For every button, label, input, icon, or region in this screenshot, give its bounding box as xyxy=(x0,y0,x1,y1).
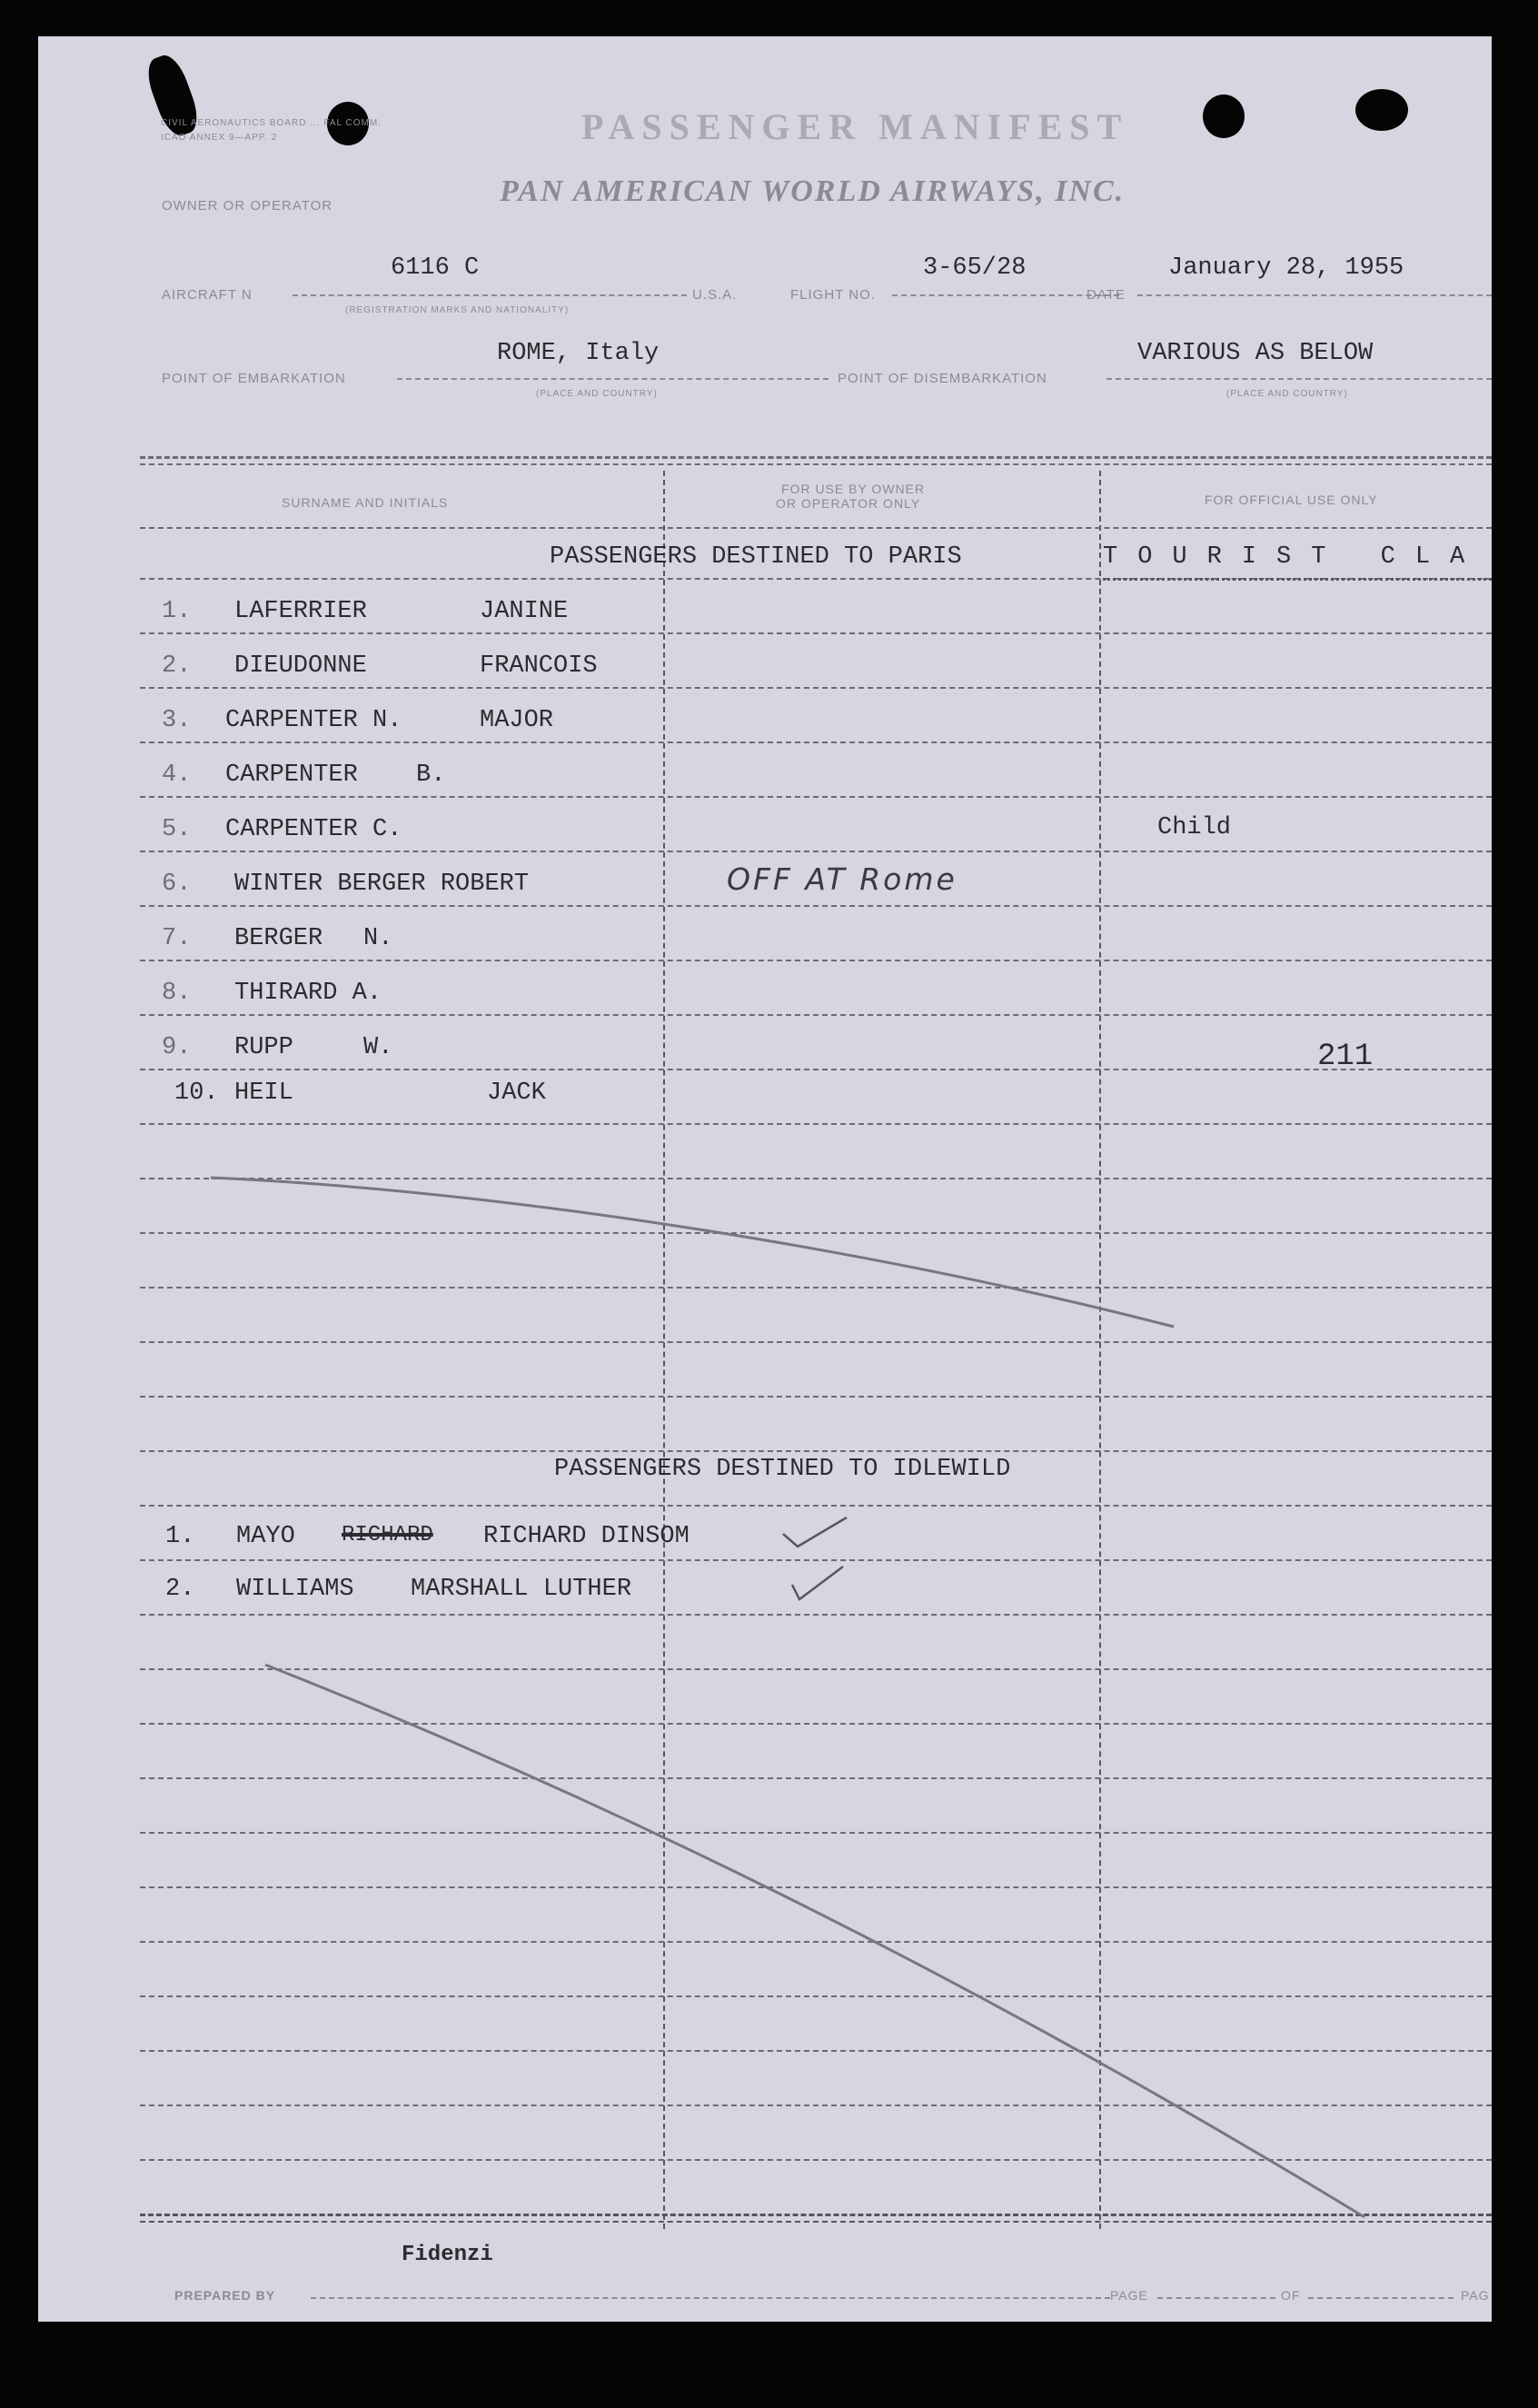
official-note: Child xyxy=(1157,814,1232,841)
passenger-given-name: JACK xyxy=(487,1080,546,1107)
column-owner-header-2: OR OPERATOR ONLY xyxy=(776,496,921,511)
official-note: 211 xyxy=(1317,1040,1374,1074)
embarkation-label: POINT OF EMBARKATION xyxy=(162,371,346,386)
disembarkation-value: VARIOUS AS BELOW xyxy=(1137,340,1374,367)
list-item: 2. xyxy=(162,652,192,680)
disembarkation-sub-label: (PLACE AND COUNTRY) xyxy=(1226,389,1348,399)
list-item: 1. xyxy=(162,598,192,625)
owner-handwritten-note: OFF AT Rome xyxy=(727,861,958,897)
list-item: 7. xyxy=(162,925,192,952)
passenger-given-name: RICHARD DINSOM xyxy=(483,1523,690,1550)
cancel-slash-upper xyxy=(38,36,1492,2322)
passenger-surname: DIEUDONNE xyxy=(234,652,367,680)
date-label: DATE xyxy=(1087,287,1126,303)
aircraft-number: 6116 C xyxy=(391,254,480,282)
passenger-given-name: MAJOR xyxy=(480,707,554,734)
form-reference-1: CIVIL AERONAUTICS BOARD ... FAL COMM. xyxy=(161,118,382,128)
passenger-surname: CARPENTER C. xyxy=(225,816,402,843)
flight-number: 3-65/28 xyxy=(923,254,1027,282)
aircraft-country: U.S.A. xyxy=(692,287,738,303)
form-reference-2: ICAO ANNEX 9—APP. 2 xyxy=(161,133,278,143)
list-item: 10. xyxy=(174,1080,219,1107)
prepared-by-label: PREPARED BY xyxy=(174,2288,276,2303)
column-owner-header-1: FOR USE BY OWNER xyxy=(781,482,926,496)
idlewild-section-heading: PASSENGERS DESTINED TO IDLEWILD xyxy=(554,1456,1011,1483)
pages-label: PAG xyxy=(1461,2288,1490,2303)
passenger-surname: RUPP xyxy=(234,1034,293,1061)
aircraft-label: AIRCRAFT N xyxy=(162,287,253,303)
column-official-header: FOR OFFICIAL USE ONLY xyxy=(1205,493,1378,507)
passenger-surname: LAFERRIER xyxy=(234,598,367,625)
passenger-surname: MAYO xyxy=(236,1523,295,1550)
aircraft-sub-label: (REGISTRATION MARKS AND NATIONALITY) xyxy=(345,305,570,315)
of-label: OF xyxy=(1281,2288,1301,2303)
preparer-name: Fidenzi xyxy=(402,2243,493,2267)
passenger-given-name: B. xyxy=(416,761,446,789)
passenger-surname: CARPENTER N. xyxy=(225,707,402,734)
passenger-surname: THIRARD A. xyxy=(234,980,382,1007)
list-item: 4. xyxy=(162,761,192,789)
passenger-surname: WINTER BERGER ROBERT xyxy=(234,871,530,898)
list-item: 3. xyxy=(162,707,192,734)
manifest-page xyxy=(38,36,1492,2322)
passenger-given-name: N. xyxy=(363,925,393,952)
passenger-surname: BERGER xyxy=(234,925,323,952)
list-item: 8. xyxy=(162,980,192,1007)
owner-label: OWNER OR OPERATOR xyxy=(162,198,333,214)
column-surname-header: SURNAME AND INITIALS xyxy=(282,495,449,510)
paris-section-heading: PASSENGERS DESTINED TO PARIS xyxy=(550,543,962,571)
passenger-given-name: W. xyxy=(363,1034,393,1061)
list-item: 9. xyxy=(162,1034,192,1061)
list-item: 5. xyxy=(162,816,192,843)
list-item: 2. xyxy=(165,1576,195,1603)
flight-label: FLIGHT NO. xyxy=(790,287,876,303)
flight-date: January 28, 1955 xyxy=(1168,254,1404,282)
form-title: PASSENGER MANIFEST xyxy=(581,106,1129,147)
class-label: TOURIST CLA xyxy=(1103,543,1485,571)
passenger-surname: HEIL xyxy=(234,1080,293,1107)
struck-name: RICHARD xyxy=(342,1523,433,1547)
list-item: 6. xyxy=(162,871,192,898)
company-name: PAN AMERICAN WORLD AIRWAYS, INC. xyxy=(500,174,1126,208)
passenger-surname: CARPENTER xyxy=(225,761,358,789)
embarkation-value: ROME, Italy xyxy=(497,340,660,367)
passenger-given-name: FRANCOIS xyxy=(480,652,598,680)
embarkation-sub-label: (PLACE AND COUNTRY) xyxy=(536,389,658,399)
passenger-given-name: MARSHALL LUTHER xyxy=(411,1576,632,1603)
page-label: PAGE xyxy=(1110,2288,1148,2303)
passenger-surname: WILLIAMS xyxy=(236,1576,354,1603)
disembarkation-label: POINT OF DISEMBARKATION xyxy=(838,371,1047,386)
list-item: 1. xyxy=(165,1523,195,1550)
passenger-given-name: JANINE xyxy=(480,598,569,625)
